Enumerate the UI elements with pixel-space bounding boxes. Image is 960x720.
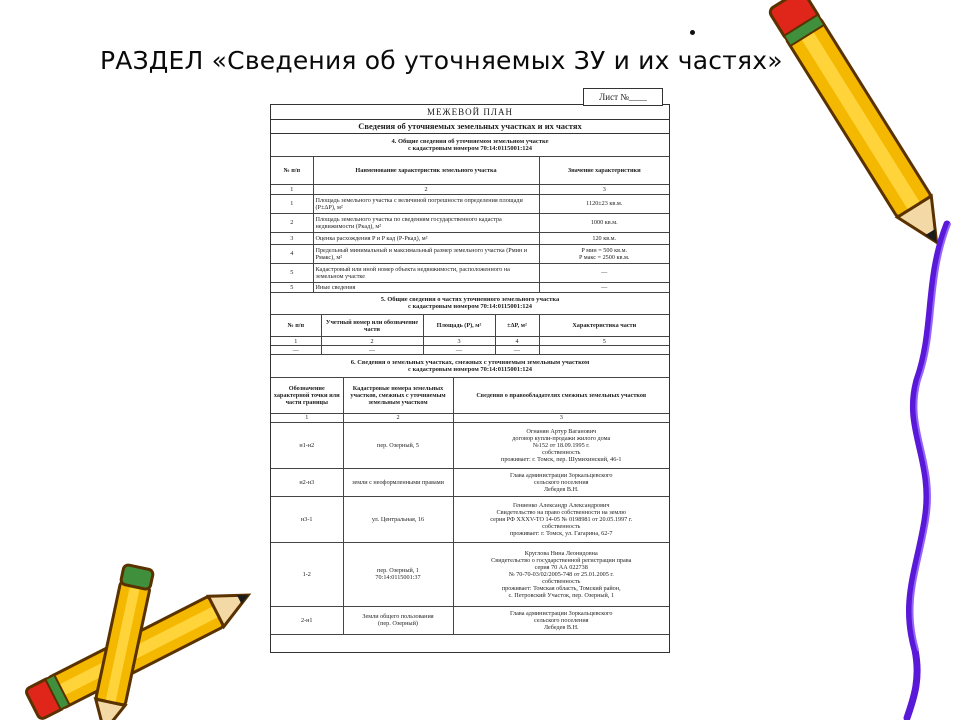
title-dot xyxy=(690,30,695,35)
section6-col: Сведения о правообладателях смежных земельных участков xyxy=(453,377,669,413)
section5-col: Площадь (P), м² xyxy=(423,315,495,337)
section5-colnum: 4 xyxy=(495,337,539,346)
pencil-icon xyxy=(790,0,960,250)
section6-title: 6. Сведения о земельных участках, смежных с уточняемым земельным участком с кадастровым номером 70:14:0115001:124 xyxy=(271,355,669,377)
section5-colnum: 3 xyxy=(423,337,495,346)
section5-col: Учетный номер или обозначение части xyxy=(321,315,423,337)
table-row: 2 Площадь земельного участка по сведениям государственного кадастра недвижимости (Pкад), м² 1000 кв.м. xyxy=(271,213,669,232)
section4-col-name: Наименование характеристик земельного участка xyxy=(313,156,539,184)
section4-col-num: № п/п xyxy=(271,156,313,184)
section5-colnum: 5 xyxy=(539,337,669,346)
table-row: 1 Площадь земельного участка с величиной погрешности определения площади (P±ΔP), м² 1120±23 кв.м. xyxy=(271,194,669,213)
section4-title: 4. Общие сведения об уточняемом земельном участке с кадастровым номером 70:14:0115001:124 xyxy=(271,134,669,156)
table-row: 3 Оценка расхождения P и P кад (P-Pкад), м² 120 кв.м. xyxy=(271,232,669,244)
table-row: н1-н2 пер. Озерный, 5 Огнанян Артур Ваганович договор купли-продажи жилого дома №152 от 18.09.1995 г. собственность проживает: г. Томск, пер. Шумихинский, 46-1 xyxy=(271,422,669,468)
section5-col: ±ΔP, м² xyxy=(495,315,539,337)
section5-table xyxy=(271,293,669,356)
table-row: 5 Кадастровый или иной номер объекта недвижимости, расположенного на земельном участке — xyxy=(271,263,669,282)
squiggle-line xyxy=(895,220,960,720)
table-row: 5 Иные сведения — xyxy=(271,282,669,292)
table-row: 4 Предельный минимальный и максимальный размер земельного участка (Pмин и Pмакс), м² P мин = 500 кв.м. P макс = 2500 кв.м. xyxy=(271,244,669,263)
document-header: МЕЖЕВОЙ ПЛАН xyxy=(271,104,669,120)
sheet-number-box: Лист №____ xyxy=(583,88,663,106)
table-row: — — — — xyxy=(271,346,669,355)
section6-colnum: 3 xyxy=(453,413,669,422)
section4-col-value: Значение характеристики xyxy=(539,156,669,184)
section4-colnum: 3 xyxy=(539,184,669,194)
boundary-plan-document xyxy=(270,92,670,653)
section5-title: 5. Общие сведения о частях уточненного земельного участка с кадастровым номером 70:14:0115001:124 xyxy=(271,293,669,315)
table-row: н2-н3 земли с неоформленными правами Глава администрации Зоркальцевского сельского поселения Лебедев В.Н. xyxy=(271,468,669,496)
document-subheader: Сведения об уточняемых земельных участках и их частях xyxy=(271,120,669,134)
section5-col: № п/п xyxy=(271,315,321,337)
section6-col: Кадастровые номера земельных участков, смежных с уточняемым земельным участком xyxy=(343,377,453,413)
section4-colnum: 2 xyxy=(313,184,539,194)
table-row: н3-1 ул. Центральная, 16 Гениенко Александр Александрович Свидетельство на право собственности на землю серия РФ XXXV-ТО 14-05 № 0198981 от 20.05.1997 г. собственность проживает: г. Томск, ул. Гагарина, 62-7 xyxy=(271,496,669,542)
section4-colnum: 1 xyxy=(271,184,313,194)
section5-colnum: 1 xyxy=(271,337,321,346)
section6-table xyxy=(271,355,669,635)
table-row: 1-2 пер. Озерный, 1 70:14:0115001:37 Круглова Нина Леонидовна Свидетельство о государственной регистрации права серия 70 АА 022738 № 70-70-03/02/2005-748 от 25.01.2005 г. собственность проживает: Томская область, Томский район, с. Петровский Участок, пер. Озерный, 1 xyxy=(271,542,669,606)
section4-table xyxy=(271,134,669,293)
table-row: 2-н1 Земли общего пользования (пер. Озерный) Глава администрации Зоркальцевского сельского поселения Лебедев В.Н. xyxy=(271,606,669,634)
pencil-icon xyxy=(50,580,180,720)
section6-colnum: 2 xyxy=(343,413,453,422)
slide-title: РАЗДЕЛ «Сведения об уточняемых ЗУ и их частях» xyxy=(100,46,783,75)
section5-col: Характеристика части xyxy=(539,315,669,337)
section5-colnum: 2 xyxy=(321,337,423,346)
section6-col: Обозначение характерной точки или части границы xyxy=(271,377,343,413)
section6-colnum: 1 xyxy=(271,413,343,422)
